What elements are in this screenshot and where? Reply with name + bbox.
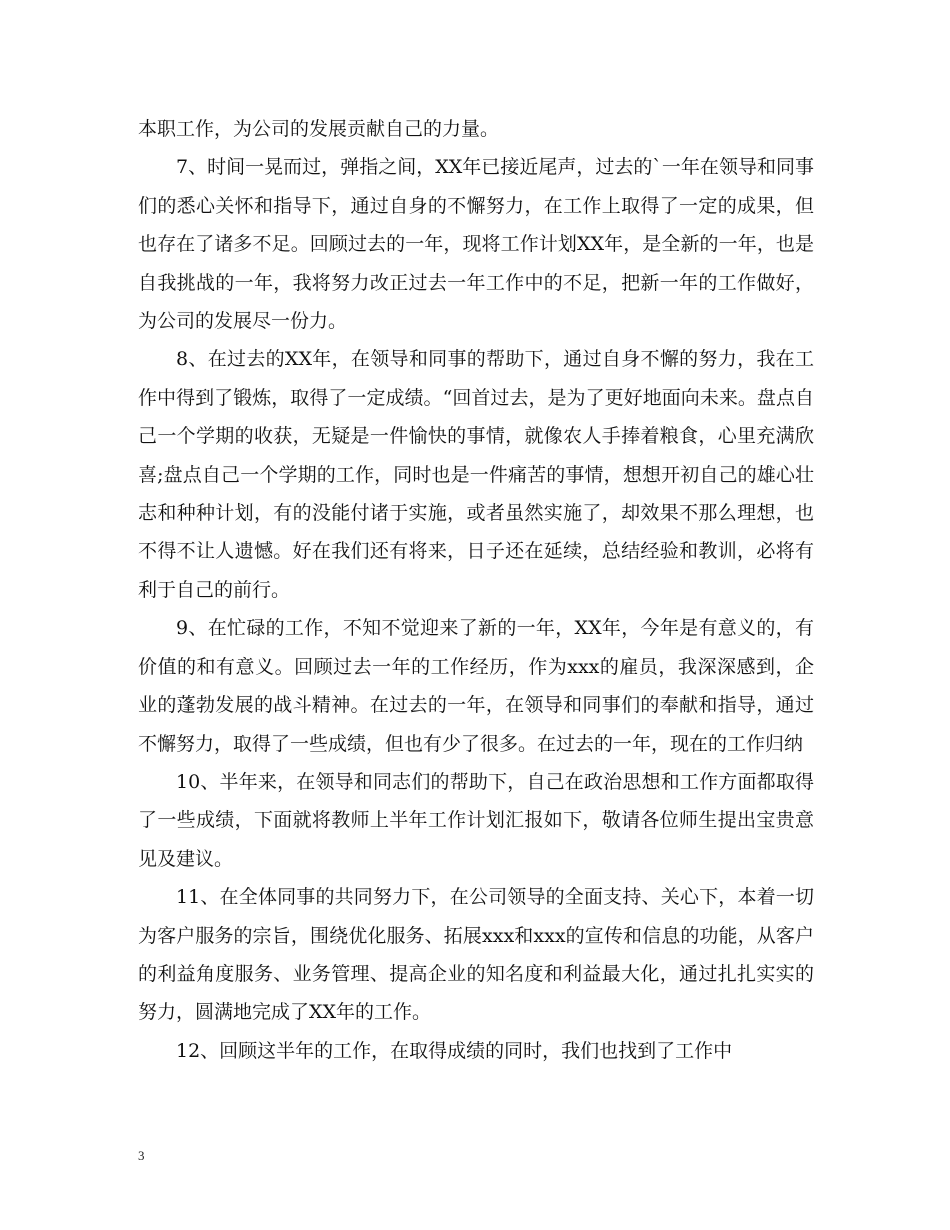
paragraph-continuation: 本职工作，为公司的发展贡献自己的力量。 bbox=[138, 118, 500, 140]
paragraph-item-8: 8、在过去的XX年，在领导和同事的帮助下，通过自身不懈的努力，我在工作中得到了锻炼，取得了一定成绩。“回首过去，是为了更好地面向未来。盘点自己一个学期的收获，无疑是一件愉快的事情，就像农人手捧着粮食，心里充满欣喜;盘点自己一个学期的工作，同时也是一件痛苦的事情，想想开初自己的雄心壮志和种种计划，有的没能付诸于实施，或者虽然实施了，却效果不那么理想，也不得不让人遗憾。好在我们还有将来，日子还在延续，总结经验和教训，必将有利于自己的前行。 bbox=[138, 348, 814, 601]
paragraph-item-9: 9、在忙碌的工作，不知不觉迎来了新的一年，XX年，今年是有意义的，有价值的和有意义。回顾过去一年的工作经历，作为xxx的雇员，我深深感到，企业的蓬勃发展的战斗精神。在过去的一年，在领导和同事们的奉献和指导，通过不懈努力，取得了一些成绩，但也有少了很多。在过去的一年，现在的工作归纳 bbox=[138, 617, 814, 755]
paragraph-item-10: 10、半年来，在领导和同志们的帮助下，自己在政治思想和工作方面都取得了一些成绩，下面就将教师上半年工作计划汇报如下，敬请各位师生提出宝贵意见及建议。 bbox=[138, 770, 814, 870]
paragraph-item-7: 7、时间一晃而过，弹指之间，XX年已接近尾声，过去的`一年在领导和同事们的悉心关怀和指导下，通过自身的不懈努力，在工作上取得了一定的成果，但也存在了诸多不足。回顾过去的一年，现将工作计划XX年，是全新的一年，也是自我挑战的一年，我将努力改正过去一年工作中的不足，把新一年的工作做好，为公司的发展尽一份力。 bbox=[138, 156, 814, 333]
paragraph-item-11: 11、在全体同事的共同努力下，在公司领导的全面支持、关心下，本着一切为客户服务的宗旨，围绕优化服务、拓展xxx和xxx的宣传和信息的功能，从客户的利益角度服务、业务管理、提高企业的知名度和利益最大化，通过扎扎实实的努力，圆满地完成了XX年的工作。 bbox=[138, 886, 814, 1024]
document-body bbox=[138, 110, 814, 1070]
page-number: 3 bbox=[138, 1148, 145, 1163]
paragraph-item-12: 12、回顾这半年的工作，在取得成绩的同时，我们也找到了工作中 bbox=[176, 1039, 733, 1062]
